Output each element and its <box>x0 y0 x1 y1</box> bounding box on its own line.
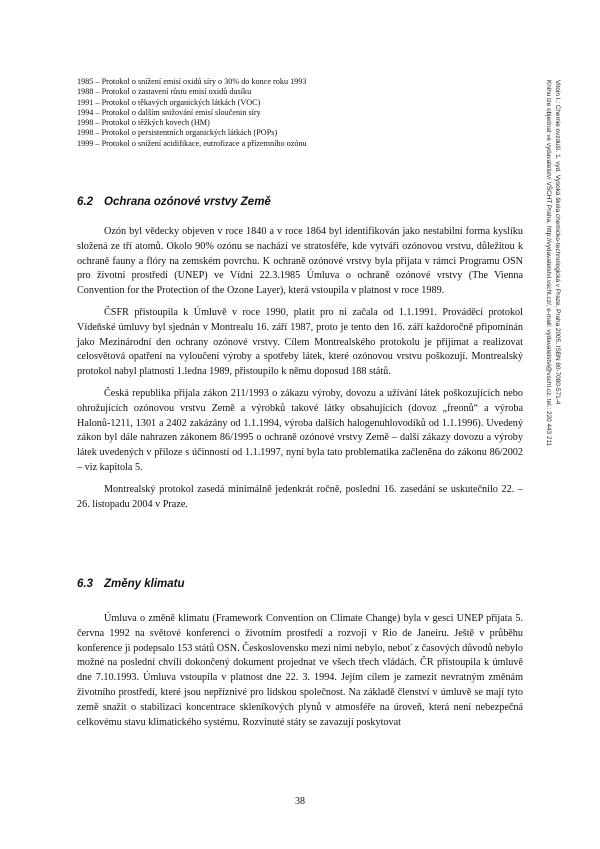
section-heading-6-2 <box>77 196 271 208</box>
protocol-item: 1985 – Protokol o snížení emisí oxidů síry o 30% do konce roku 1993 <box>77 77 307 86</box>
section-heading-6-3 <box>77 578 185 590</box>
page-number: 38 <box>295 796 305 807</box>
ordering-info-line: Knihu lze objednat ve vydavatelství VŠCHT Praha, http://vydavatelstvi.vscht.cz/, e-mail: vydavatelstvi@vscht.cz, tel.: 220 443 211 <box>545 80 552 447</box>
paragraph: Montrealský protokol zasedá minimálně jedenkrát ročně, poslední 16. zasedání se uskutečnilo 22. – 26. listopadu 2004 v Praze. <box>77 483 523 510</box>
section-title: Změny klimatu <box>104 578 185 590</box>
paragraph: Úmluva o změně klimatu (Framework Convention on Climate Change) byla v gesci UNEP přijata 5. června 1992 na světové konferenci o životním prostředí a rozvoji v Rio de Janeiru. Ještě v průběhu konference ji podepsalo 153 států OSN. Československo mezi nimi nebylo, neboť z časových důvodů nebylo možné na poslední chvíli dokončený dokument projednat ve všech třech vládách. ČR přistoupila k úmluvě dne 7.10.1993. Úmluva vstoupila v platnost dne 22. 3. 1994. Jejím cílem je zamezit nevratným změnám životního prostředí, které jsou nepříznivé pro lidskou společnost. Na základě členství v úmluvě se mají tyto země snažit o stabilizaci koncentrace skleníkových plynů v atmosféře na úroveň, která není nebezpečná celkovému stavu klimatického systému. Rozvinuté státy se zavazují poskytovat <box>77 613 523 728</box>
paragraph: Ozón byl vědecky objeven v roce 1840 a v roce 1864 byl identifikován jako nestabilní forma kyslíku složená ze tří atomů. Okolo 90% ozónu se nachází ve stratosféře, kde vytváří ozónovou vrstvu, důležitou k ochraně fauny a flóry na zemském povrchu. K ochraně ozónové vrstvy byla přijata v rámci Programu OSN pro životní prostředí (UNEP) ve Vídni 22.3.1985 Úmluva o ochraně ozónové vrstvy (The Vienna Convention for the Protection of the Ozone Layer), která vstoupila v platnost v roce 1989. <box>77 226 523 297</box>
citation-line: Vitoin I.: Chemie ovzduší. 1. vyd. Vysoká škola chemicko-technologická v Praze, Praha 2005. ISBN 80-7080-571-4 <box>554 80 561 405</box>
paragraph: Česká republika přijala zákon 211/1993 o zákazu výroby, dovozu a užívání látek poškozujících nebo ohrožujících ozónovou vrstvu Země a výrobků takové látky obsahujících (dovoz „freonů“ a výroba Halonů-1211, 1301 a 2402 zakázány od 1.1.1994, výroba dalších halogenuhlovodíků od 1.1.1996). Uvedený zákon byl dále nahrazen zákonem 86/1995 o ochraně ozónové vrstvy Země – další zákazy dovozu a výroby látek uvedených v příloze s účinností od 1.1.1997, nyní byla tato problematika začleněna do zákonu 86/2002 – viz kapitola 5. <box>77 387 523 473</box>
protocol-item: 1998 – Protokol o persistentních organických látkách (POPs) <box>77 128 278 138</box>
section-6-3-body <box>77 612 523 737</box>
protocol-item: 1988 – Protokol o zastavení růstu emisí oxidů dusíku <box>77 87 252 97</box>
paragraph: ČSFR přistoupila k Úmluvě v roce 1990, platit pro ni začala od 1.1.1991. Prováděcí protokol Vídeňské úmluvy byl sjednán v Montrealu 16. září 1987, proto je tento den 16. září každoročně připomínán jako Mezinárodní den ochrany ozónové vrstvy. Cílem Montrealského protokolu je přijímat a realizovat celosvětová opatření na vyloučení výroby a spotřeby látek, které ozónovou vrstvu poškozují. Montrealský protokol nabyl platnosti 1.ledna 1989, přistoupilo k němu doposud 188 států. <box>77 306 523 378</box>
section-title: Ochrana ozónové vrstvy Země <box>104 196 271 208</box>
protocol-item: 1991 – Protokol o těkavých organických látkách (VOC) <box>77 97 261 107</box>
section-6-2-body <box>77 225 523 519</box>
citation-sidenote <box>544 80 562 446</box>
protocol-list <box>77 77 497 149</box>
section-number: 6.3 <box>77 578 93 590</box>
protocol-item: 1994 – Protokol o dalším snižování emisí sloučenin síry <box>77 107 261 117</box>
section-number: 6.2 <box>77 196 93 208</box>
protocol-item: 1999 – Protokol o snížení acidifikace, eutrofizace a přízemního ozónu <box>77 138 307 148</box>
protocol-item: 1998 – Protokol o těžkých kovech (HM) <box>77 118 210 128</box>
